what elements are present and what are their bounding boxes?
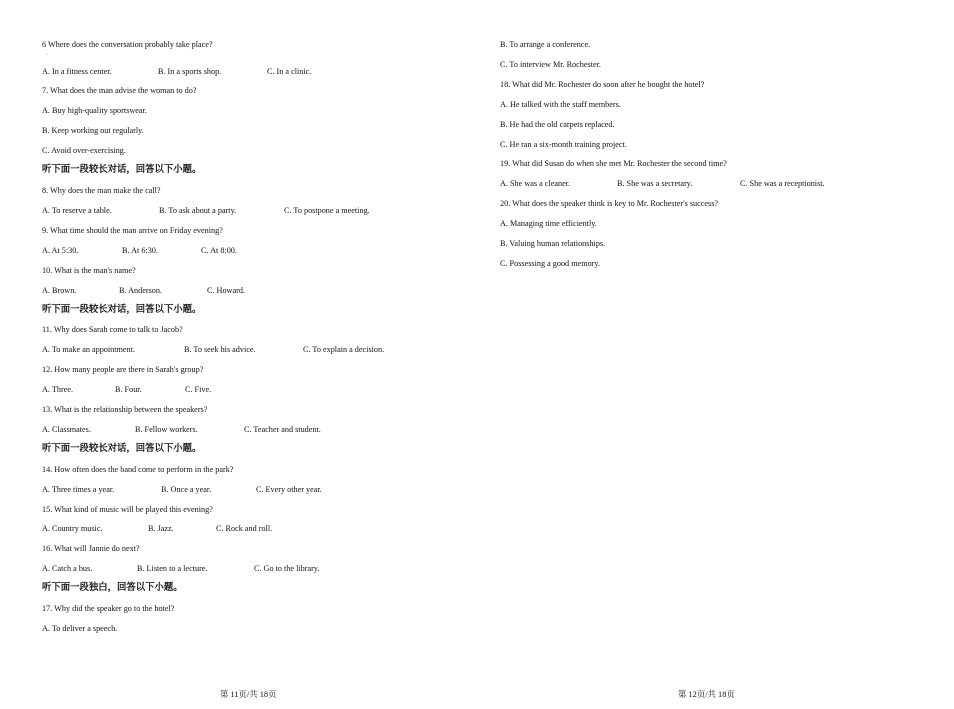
stray-mark: · <box>46 52 48 58</box>
option-a: A. At 5:30. <box>42 246 79 255</box>
question-6-stem: 6 Where does the conversation probably take place? <box>42 40 213 49</box>
option-a: A. He talked with the staff members. <box>500 100 621 109</box>
question-16-stem: 16. What will Jannie do next? <box>42 544 140 553</box>
option-a: A. Three times a year. <box>42 485 115 494</box>
question-12-stem: 12. How many people are there in Sarah's group? <box>42 365 204 374</box>
option-c: C. Teacher and student. <box>244 425 321 434</box>
option-c: C. Go to the library. <box>254 564 320 573</box>
option-a: A. To deliver a speech. <box>42 624 118 633</box>
option-a: A. She was a cleaner. <box>500 179 571 188</box>
question-7-stem: 7. What does the man advise the woman to do? <box>42 86 197 95</box>
option-c: C. Five. <box>185 385 212 394</box>
option-a: A. Buy high-quality sportswear. <box>42 106 147 115</box>
option-b: B. To ask about a party. <box>159 206 237 215</box>
option-c: C. In a clinic. <box>267 67 312 76</box>
option-b: B. Keep working out regularly. <box>42 126 144 135</box>
page-footer-right: 第 12页/共 18页 <box>678 690 735 699</box>
option-c: C. Howard. <box>207 286 245 295</box>
section-heading: 听下面一段较长对话，回答以下小题。 <box>42 304 202 315</box>
question-8-stem: 8. Why does the man make the call? <box>42 186 161 195</box>
option-b: B. She was a secretary. <box>617 179 693 188</box>
option-c: C. Possessing a good memory. <box>500 259 600 268</box>
option-b: B. At 6:30. <box>122 246 158 255</box>
option-a: A. Country music. <box>42 524 103 533</box>
option-b: B. Listen to a lecture. <box>137 564 208 573</box>
option-c: C. To explain a decision. <box>303 345 385 354</box>
option-b: B. Once a year. <box>161 485 212 494</box>
question-17-stem: 17. Why did the speaker go to the hotel? <box>42 604 175 613</box>
question-11-stem: 11. Why does Sarah come to talk to Jacob? <box>42 325 183 334</box>
option-b: B. In a sports shop. <box>158 67 222 76</box>
page-footer-left: 第 11页/共 18页 <box>220 690 277 699</box>
question-9-stem: 9. What time should the man arrive on Friday evening? <box>42 226 223 235</box>
option-c: C. Every other year. <box>256 485 322 494</box>
option-c: C. To interview Mr. Rochester. <box>500 60 601 69</box>
option-c: C. He ran a six-month training project. <box>500 140 627 149</box>
option-c: C. She was a receptionist. <box>740 179 825 188</box>
option-b: B. Valuing human relationships. <box>500 239 606 248</box>
option-a: A. Classmates. <box>42 425 91 434</box>
question-14-stem: 14. How often does the band come to perform in the park? <box>42 465 234 474</box>
section-heading: 听下面一段较长对话，回答以下小题。 <box>42 164 202 175</box>
question-15-stem: 15. What kind of music will be played this evening? <box>42 505 213 514</box>
option-b: B. He had the old carpets replaced. <box>500 120 615 129</box>
option-a: A. Managing time efficiently. <box>500 219 597 228</box>
option-a: A. Brown. <box>42 286 77 295</box>
section-heading: 听下面一段独白，回答以下小题。 <box>42 582 183 593</box>
question-20-stem: 20. What does the speaker think is key to Mr. Rochester's success? <box>500 199 719 208</box>
option-c: C. At 8:00. <box>201 246 237 255</box>
option-b: B. Jazz. <box>148 524 174 533</box>
question-10-stem: 10. What is the man's name? <box>42 266 136 275</box>
option-a: A. In a fitness center. <box>42 67 112 76</box>
section-heading: 听下面一段较长对话，回答以下小题。 <box>42 443 202 454</box>
option-b: B. Four. <box>115 385 142 394</box>
option-a: A. To make an appointment. <box>42 345 135 354</box>
option-c: C. Rock and roll. <box>216 524 273 533</box>
option-b: B. To arrange a conference. <box>500 40 591 49</box>
option-a: A. Three. <box>42 385 73 394</box>
option-c: C. To postpone a meeting. <box>284 206 370 215</box>
option-b: B. Anderson. <box>119 286 162 295</box>
option-b: B. Fellow workers. <box>135 425 198 434</box>
option-c: C. Avoid over-exercising. <box>42 146 126 155</box>
option-b: B. To seek his advice. <box>184 345 256 354</box>
option-a: A. Catch a bus. <box>42 564 93 573</box>
option-a: A. To reserve a table. <box>42 206 112 215</box>
question-19-stem: 19. What did Susan do when she met Mr. Rochester the second time? <box>500 159 727 168</box>
question-18-stem: 18. What did Mr. Rochester do soon after he bought the hotel? <box>500 80 705 89</box>
question-13-stem: 13. What is the relationship between the speakers? <box>42 405 208 414</box>
